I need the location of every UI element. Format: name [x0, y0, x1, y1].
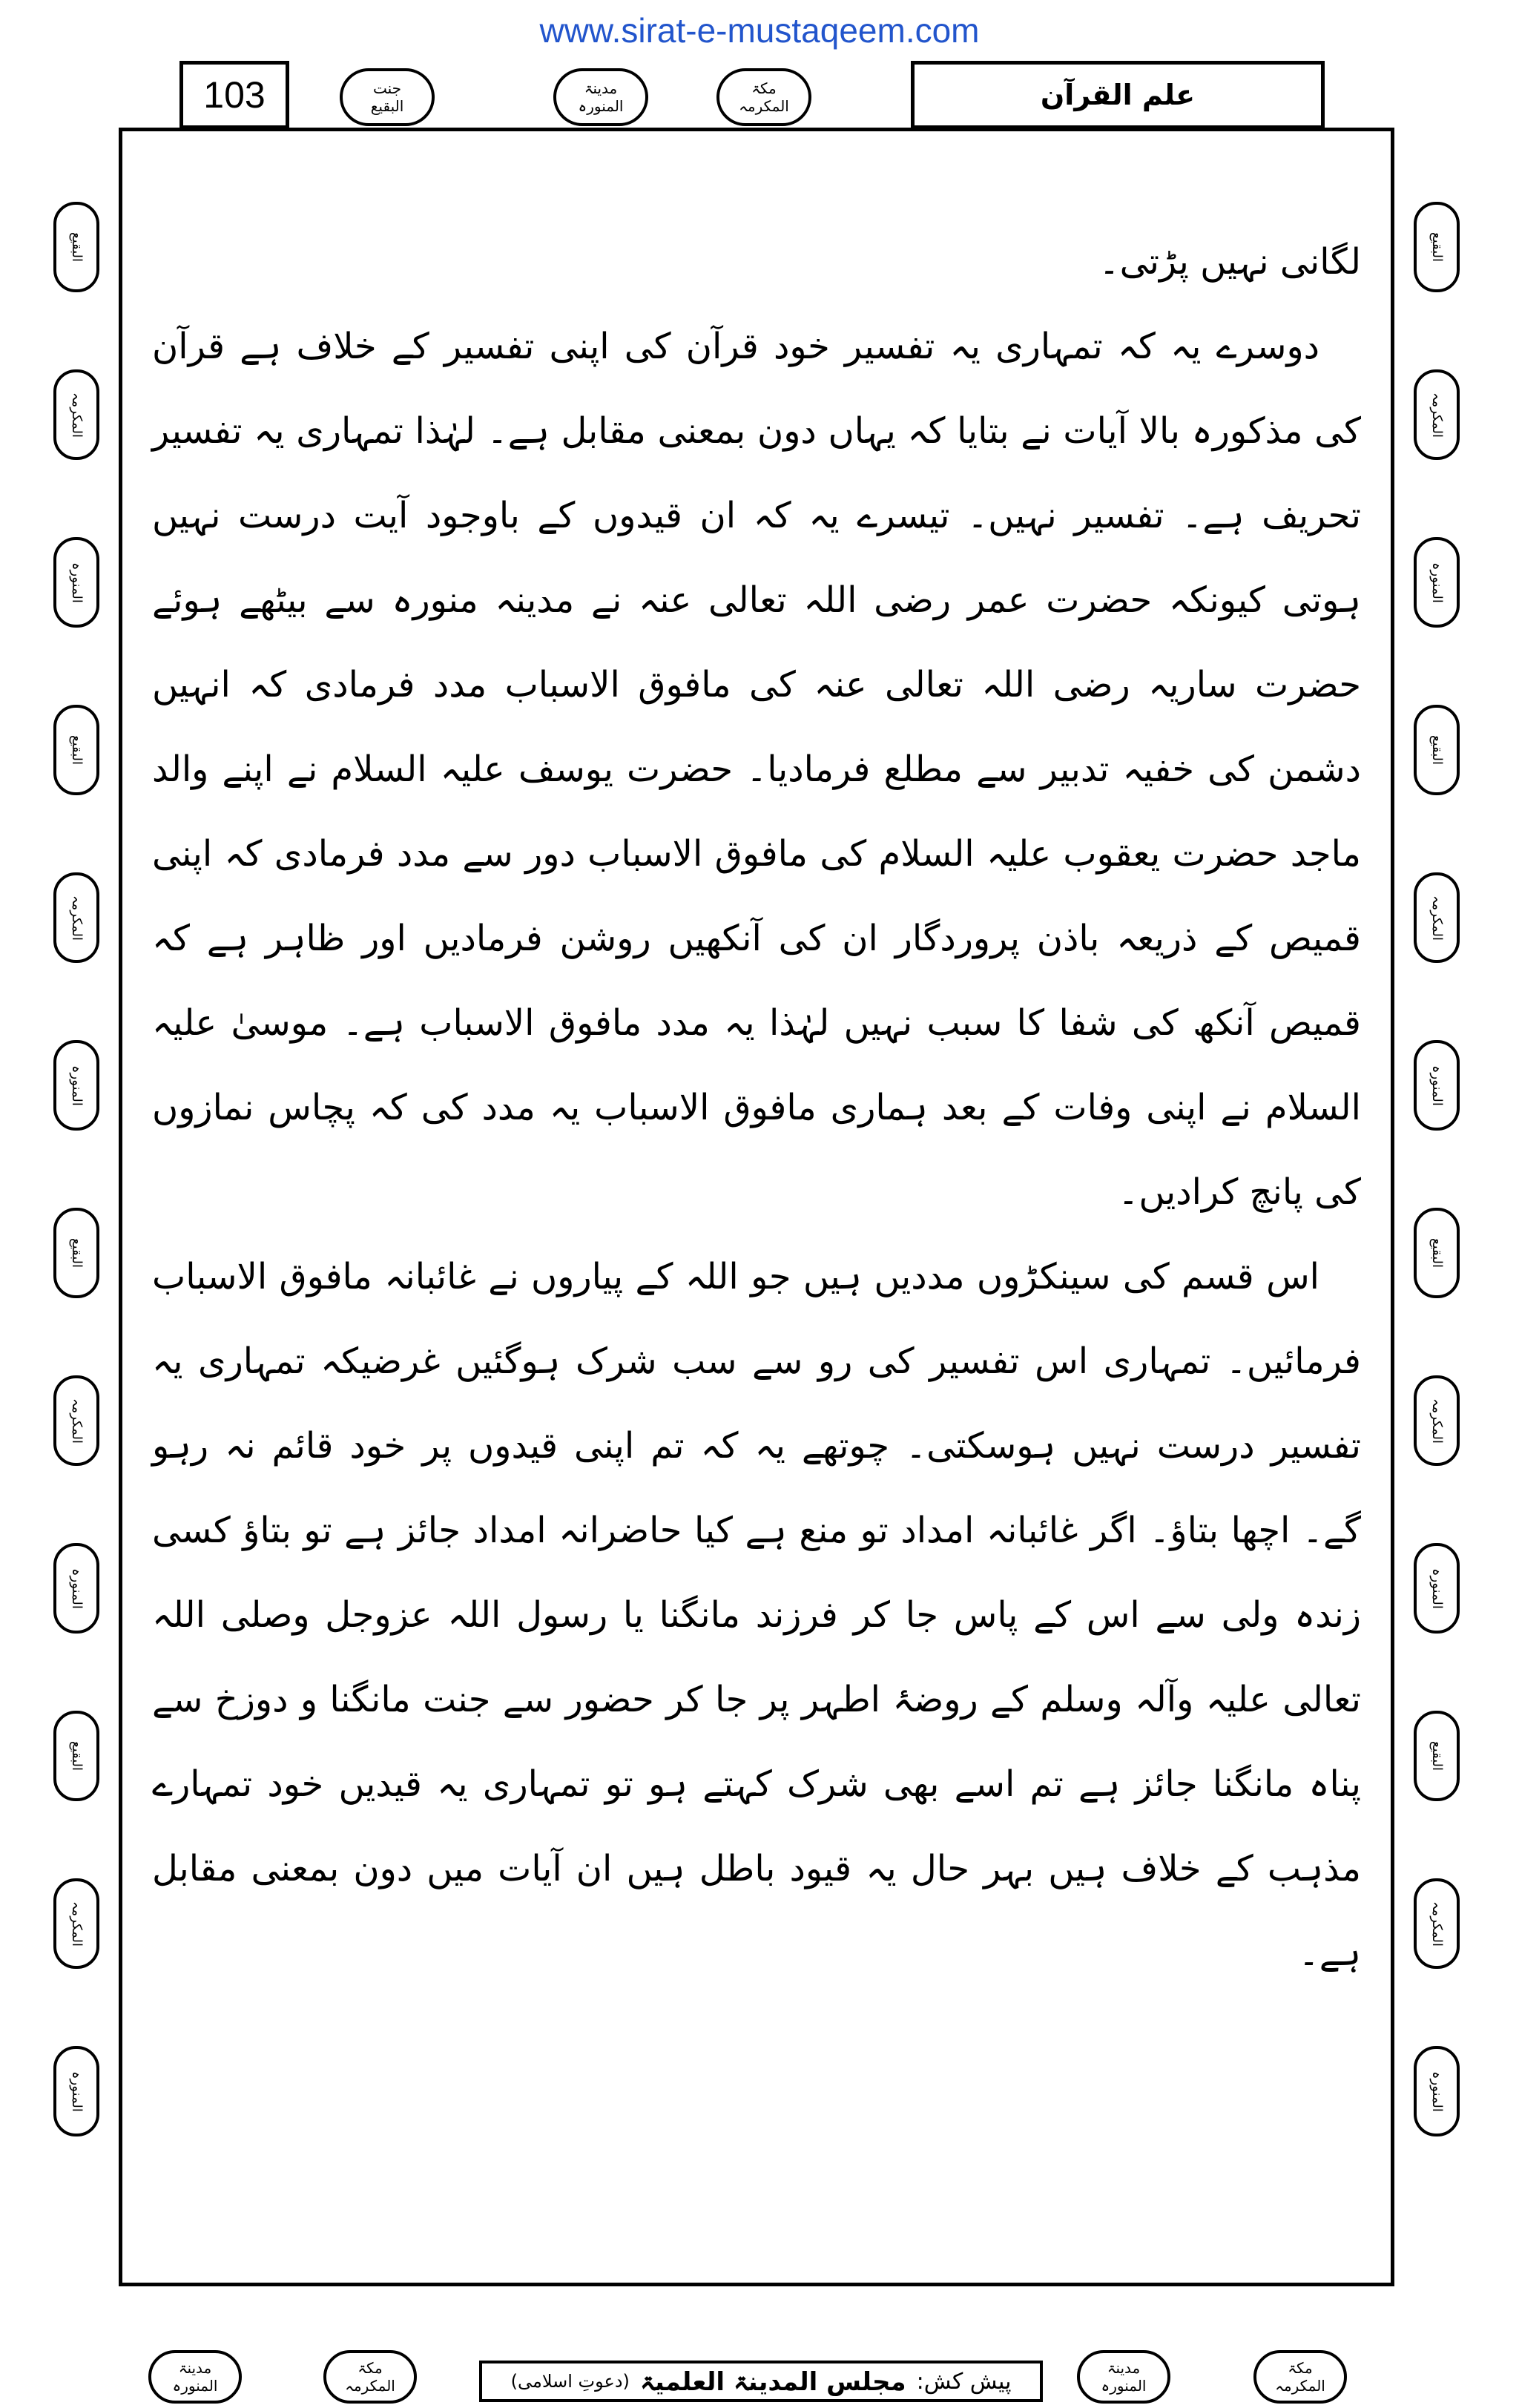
side-badge: المنورہ [1414, 537, 1460, 628]
badge-line: مدینۃ [1107, 2359, 1141, 2377]
side-badge: المکرمہ [53, 369, 99, 460]
badge-line: المکرمہ [739, 97, 789, 115]
badge-line: المنورہ [578, 97, 624, 115]
paragraph: دوسرے یہ کہ تمہاری یہ تفسیر خود قرآن کی اپنی تفسیر کے خلاف ہے قرآن کی مذکورہ بالا آیات نے بتایا کہ یہاں دون بمعنی مقابل ہے۔ لہٰذا تمہاری یہ تفسیر تحریف ہے۔ تفسیر نہیں۔ تیسرے یہ کہ ان قیدوں کے باوجود آیت درست نہیں ہوتی کیونکہ حضرت عمر رضی اللہ تعالی عنہ نے مدینہ منورہ سے بیٹھے ہوئے حضرت ساریہ رضی اللہ تعالی عنہ کی مافوق الاسباب مدد فرمادی کہ انہیں دشمن کی خفیہ تدبیر سے مطلع فرمادیا۔ حضرت یوسف علیہ السلام نے اپنے والد ماجد حضرت یعقوب علیہ السلام کی مافوق الاسباب دور سے مدد فرمادی کہ اپنی قمیص کے ذریعہ باذن پروردگار ان کی آنکھیں روشن فرمادیں اور ظاہر ہے کہ قمیص آنکھ کی شفا کا سبب نہیں لہٰذا یہ مدد مافوق الاسباب ہے۔ موسیٰ علیہ السلام نے اپنی وفات کے بعد ہماری مافوق الاسباب یہ مدد کی کہ پچاس نمازوں کی پانچ کرادیں۔ [152, 326, 1361, 1213]
presented-by-label: پیش کش: [916, 2368, 1012, 2395]
badge-line: جنت [372, 79, 402, 97]
badge-line: مدینۃ [178, 2359, 212, 2377]
paragraph: اس قسم کی سینکڑوں مددیں ہیں جو اللہ کے پیاروں نے غائبانہ مافوق الاسباب فرمائیں۔ تمہاری اس تفسیر کی رو سے سب شرک ہوگئیں غرضیکہ تمہاری یہ تفسیر درست نہیں ہوسکتی۔ چوتھے یہ کہ تم اپنی قیدوں پر خود قائم نہ رہو گے۔ اچھا بتاؤ۔ اگر غائبانہ امداد تو منع ہے کیا حاضرانہ امداد جائز ہے تو بتاؤ کسی زندہ ولی سے اس کے پاس جا کر فرزند مانگنا یا رسول اللہ عزوجل وصلی اللہ تعالی علیہ وآلہ وسلم کے روضۂ اطہر پر جا کر حضور سے جنت مانگنا و دوزخ سے پناہ مانگنا جائز ہے تم اسے بھی شرک کہتے ہو تو تمہاری یہ قیدیں خود تمہارے مذہب کے خلاف ہیں بہر حال یہ قیود باطل ہیں ان آیات میں دون بمعنی مقابل ہے۔ [152, 1256, 1362, 1974]
side-badge: البقیع [53, 705, 99, 795]
side-badge: المنورہ [53, 2046, 99, 2136]
badge-line: مکۃ [357, 2359, 383, 2377]
side-badge: المکرمہ [1414, 369, 1460, 460]
badge-line: مکۃ [1288, 2359, 1313, 2377]
footer-badge-madinah [1077, 2350, 1170, 2404]
side-badge: المکرمہ [1414, 1375, 1460, 1466]
badge-makkah [716, 68, 811, 126]
side-badge: البقیع [1414, 1208, 1460, 1298]
badge-line: المنورہ [1101, 2377, 1147, 2395]
page-number: 103 [179, 61, 289, 129]
badge-line: المکرمہ [345, 2377, 395, 2395]
website-url[interactable]: www.sirat-e-mustaqeem.com [539, 11, 980, 50]
badge-line: مکۃ [751, 79, 777, 97]
footer-badge-makkah [323, 2350, 417, 2404]
side-badge: البقیع [53, 1208, 99, 1298]
badge-line: المکرمہ [1275, 2377, 1325, 2395]
side-badge: المنورہ [53, 537, 99, 628]
side-badge: البقیع [1414, 1711, 1460, 1801]
side-badge: المنورہ [1414, 1543, 1460, 1634]
book-title: علم القرآن [911, 61, 1325, 129]
footer-badge-makkah [1253, 2350, 1347, 2404]
badge-line: البقیع [370, 97, 404, 115]
organization-name: مجلس المدینۃ العلمیۃ [639, 2366, 906, 2397]
side-badge: البقیع [1414, 202, 1460, 292]
side-badge: المنورہ [1414, 1040, 1460, 1131]
badge-line: المنورہ [172, 2377, 218, 2395]
side-badge: البقیع [1414, 705, 1460, 795]
paragraph: لگانی نہیں پڑتی۔ [1098, 241, 1361, 283]
side-badge: البقیع [53, 1711, 99, 1801]
side-badge: المکرمہ [53, 1878, 99, 1969]
badge-jannat-ul-baqi [340, 68, 435, 126]
organization-subtitle: (دعوتِ اسلامی) [510, 2371, 630, 2392]
side-badge: البقیع [53, 202, 99, 292]
footer-publisher [479, 2361, 1043, 2402]
side-badge: المکرمہ [1414, 1878, 1460, 1969]
side-badge: المنورہ [1414, 2046, 1460, 2136]
badge-madinah [553, 68, 648, 126]
side-badge: المکرمہ [1414, 872, 1460, 963]
side-badge: المنورہ [53, 1543, 99, 1634]
badge-line: مدینۃ [584, 79, 618, 97]
side-badge: المنورہ [53, 1040, 99, 1131]
page-body [152, 220, 1361, 1996]
side-badge: المکرمہ [53, 1375, 99, 1466]
footer-badge-madinah [148, 2350, 242, 2404]
side-badge: المکرمہ [53, 872, 99, 963]
